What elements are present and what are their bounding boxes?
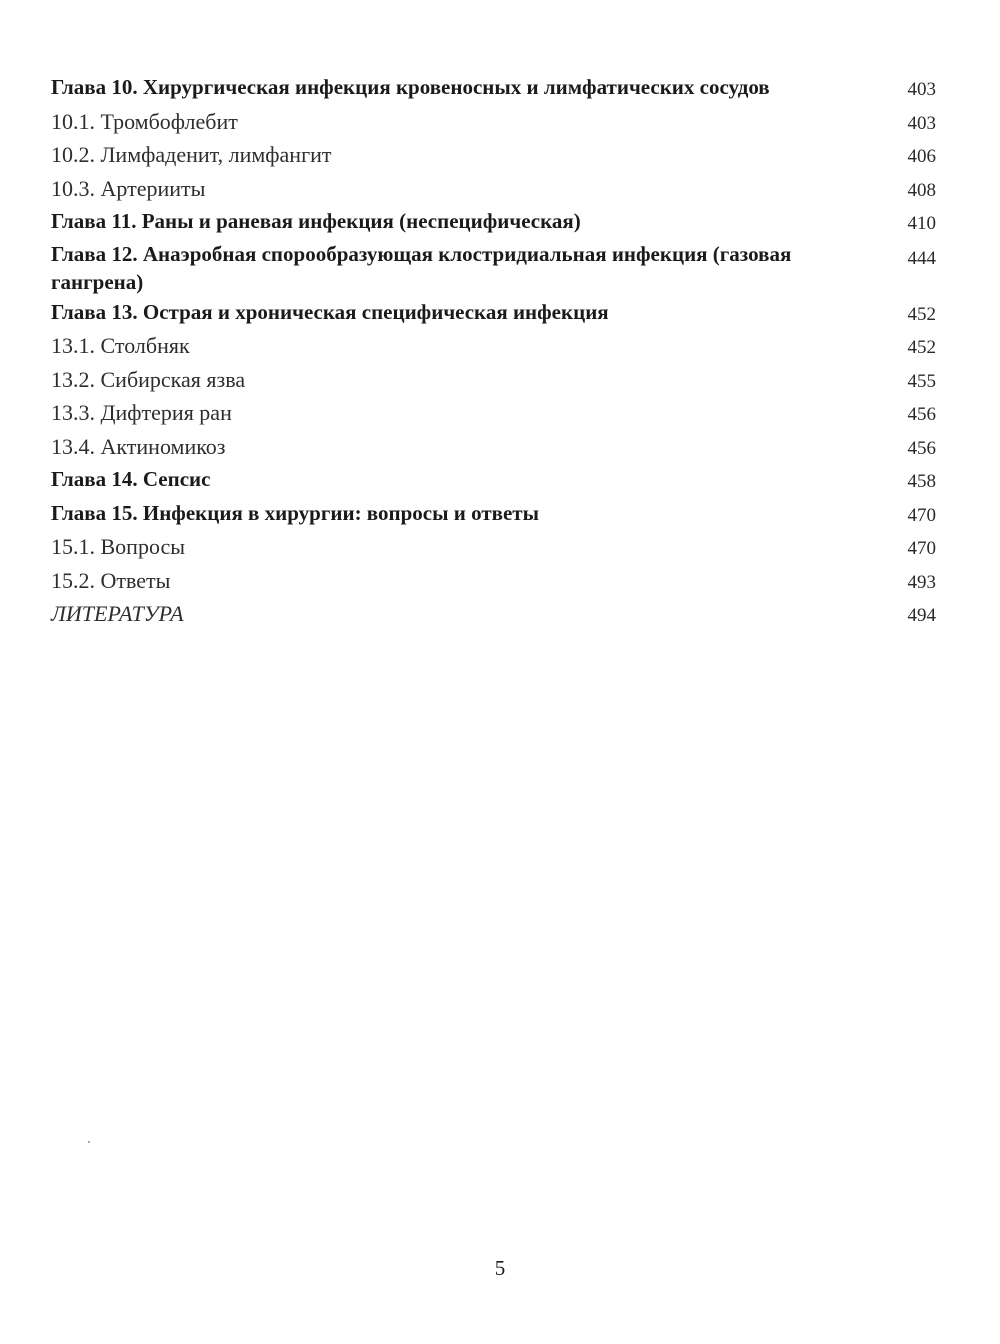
toc-entry-title: Глава 11. Раны и раневая инфекция (неспецифическая) [51, 209, 581, 233]
toc-entry-page: 456 [907, 404, 936, 425]
toc-entry-chapter-15 [51, 498, 936, 532]
toc-entry-page: 452 [907, 303, 936, 325]
toc-entry-page: 410 [907, 213, 936, 234]
toc-entry-page: 403 [907, 79, 936, 100]
toc-entry-chapter-13 [51, 297, 936, 331]
table-of-contents [51, 72, 936, 632]
toc-entry-section-15-1 [51, 531, 936, 565]
toc-entry-chapter-14 [51, 464, 936, 498]
toc-entry-title: ЛИТЕРАТУРА [51, 601, 184, 626]
toc-entry-title: Глава 13. Острая и хроническая специфическая инфекция [51, 299, 609, 324]
toc-entry-title: 10.2. Лимфаденит, лимфангит [51, 142, 332, 167]
toc-entry-title: 15.1. Вопросы [51, 534, 186, 559]
toc-entry-section-10-3 [51, 173, 936, 207]
toc-entry-page: 452 [907, 337, 936, 358]
toc-entry-page: 455 [907, 370, 936, 392]
toc-entry-title: 10.3. Артерииты [51, 175, 206, 201]
toc-entry-page: 444 [907, 247, 936, 269]
toc-entry-page: 456 [907, 437, 936, 459]
toc-entry-title: 15.2. Ответы [51, 567, 171, 593]
page-number: 5 [494, 1256, 506, 1280]
toc-entry-title: 13.4. Актиномикоз [51, 433, 226, 459]
toc-entry-title: 13.2. Сибирская язва [51, 366, 246, 392]
toc-entry-section-15-2 [51, 565, 936, 599]
toc-entry-title: Глава 12. Анаэробная спорообразующая клостридиальная инфекция (газовая гангрена) [51, 241, 792, 294]
toc-entry-section-10-1 [51, 106, 936, 140]
toc-entry-title: Глава 15. Инфекция в хирургии: вопросы и ответы [51, 500, 540, 525]
toc-entry-section-13-1 [51, 330, 936, 364]
toc-entry-page: 408 [907, 179, 936, 201]
toc-entry-page: 493 [907, 571, 936, 593]
toc-entry-title: 10.1. Тромбофлебит [51, 108, 238, 134]
toc-entry-title: 13.1. Столбняк [51, 333, 190, 358]
toc-entry-section-13-4 [51, 431, 936, 465]
toc-entry-page: 470 [907, 504, 936, 526]
toc-entry-title: Глава 10. Хирургическая инфекция кровеносных и лимфатических сосудов [51, 75, 770, 99]
toc-entry-title: 13.3. Дифтерия ран [51, 400, 232, 425]
toc-entry-literature [51, 598, 936, 632]
toc-entry-title: Глава 14. Сепсис [51, 467, 211, 491]
toc-entry-page: 458 [907, 471, 936, 492]
scan-speck [88, 1141, 90, 1143]
toc-entry-chapter-11 [51, 206, 936, 240]
toc-entry-page: 494 [907, 605, 936, 626]
toc-entry-page: 403 [907, 112, 936, 134]
toc-entry-section-13-2 [51, 364, 936, 398]
toc-entry-section-10-2 [51, 139, 936, 173]
toc-entry-chapter-12 [51, 240, 936, 297]
toc-entry-chapter-10 [51, 72, 936, 106]
toc-entry-page: 470 [907, 538, 936, 559]
toc-entry-section-13-3 [51, 397, 936, 431]
toc-entry-page: 406 [907, 146, 936, 167]
